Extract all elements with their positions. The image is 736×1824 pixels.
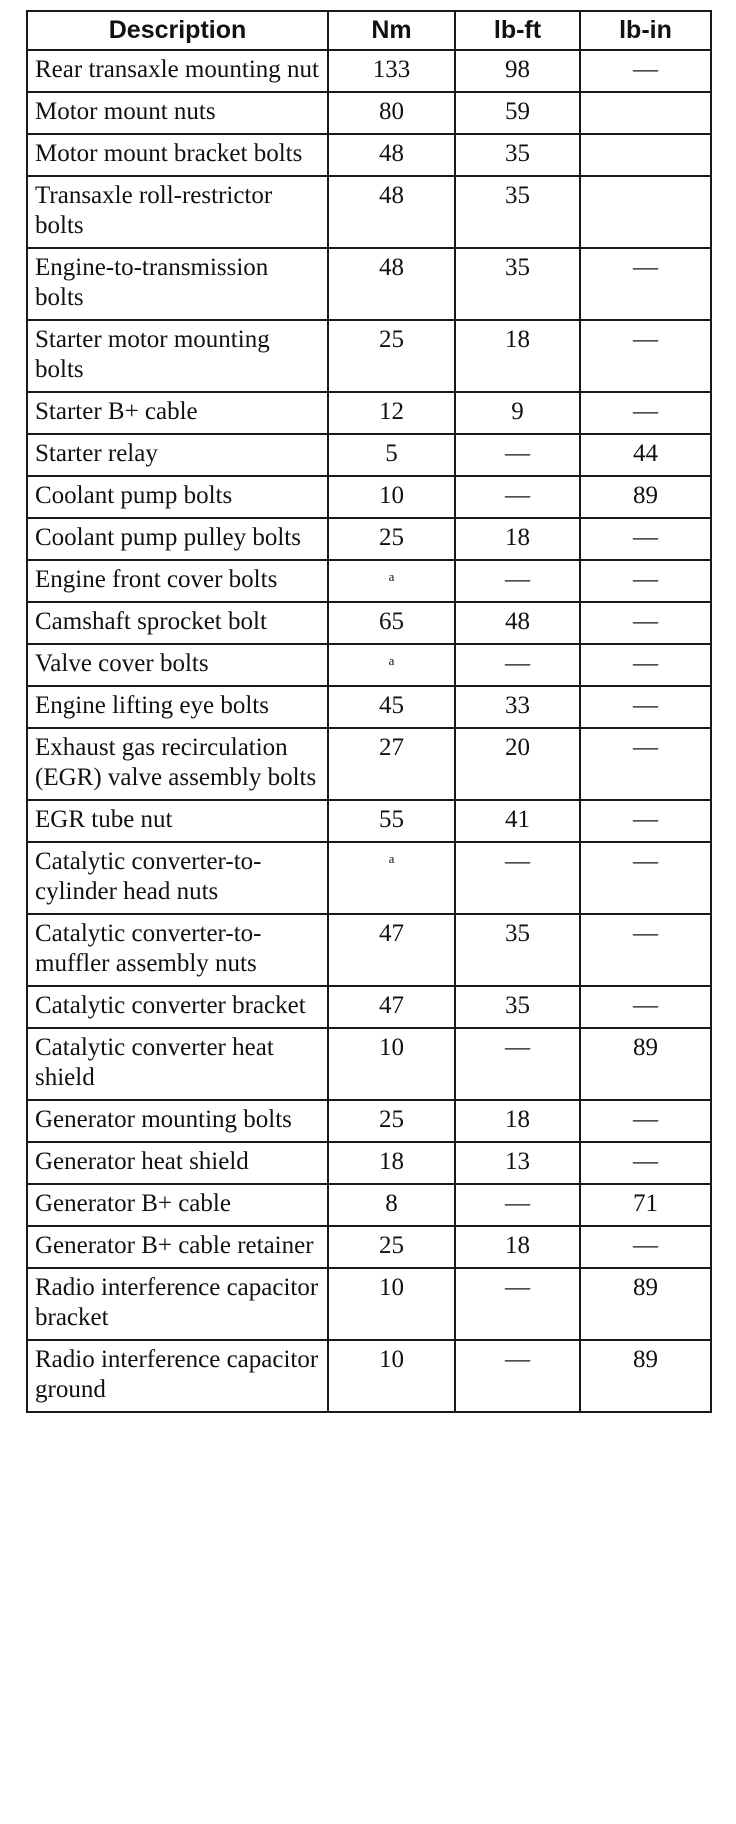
cell-lb-in: 89 [580, 1340, 711, 1412]
table-row [27, 50, 711, 92]
cell-lb-in: — [580, 518, 711, 560]
cell-description: Coolant pump pulley bolts [27, 518, 328, 560]
torque-specifications-table [26, 10, 712, 1413]
cell-lb-ft: 35 [455, 986, 580, 1028]
table-row [27, 644, 711, 686]
cell-description: Engine front cover bolts [27, 560, 328, 602]
table-row [27, 1340, 711, 1412]
cell-description: Radio interference capacitor ground [27, 1340, 328, 1412]
table-row [27, 1142, 711, 1184]
cell-lb-ft: 9 [455, 392, 580, 434]
cell-nm: 45 [328, 686, 455, 728]
table-row [27, 434, 711, 476]
footnote-mark: a [388, 851, 395, 866]
cell-nm: 48 [328, 248, 455, 320]
table-row [27, 176, 711, 248]
cell-description: EGR tube nut [27, 800, 328, 842]
cell-lb-in: — [580, 248, 711, 320]
cell-description: Catalytic converter bracket [27, 986, 328, 1028]
cell-lb-in: — [580, 50, 711, 92]
table-row [27, 728, 711, 800]
cell-description: Radio interference capacitor bracket [27, 1268, 328, 1340]
table-row [27, 320, 711, 392]
cell-lb-ft: — [455, 644, 580, 686]
cell-nm: 47 [328, 914, 455, 986]
cell-nm: 27 [328, 728, 455, 800]
table-row [27, 842, 711, 914]
cell-lb-in: — [580, 842, 711, 914]
table-row [27, 518, 711, 560]
table-row [27, 248, 711, 320]
cell-lb-in: — [580, 644, 711, 686]
cell-nm: 80 [328, 92, 455, 134]
cell-lb-in: — [580, 800, 711, 842]
cell-description: Engine-to-transmission bolts [27, 248, 328, 320]
cell-nm [328, 644, 455, 686]
cell-description: Rear transaxle mounting nut [27, 50, 328, 92]
cell-lb-in: 71 [580, 1184, 711, 1226]
table-row [27, 92, 711, 134]
cell-nm: 25 [328, 518, 455, 560]
table-row [27, 1184, 711, 1226]
table-row [27, 560, 711, 602]
cell-nm: 25 [328, 320, 455, 392]
cell-nm: 25 [328, 1226, 455, 1268]
cell-lb-in [580, 176, 711, 248]
cell-description: Generator mounting bolts [27, 1100, 328, 1142]
header-nm: Nm [328, 11, 455, 50]
table-row [27, 800, 711, 842]
cell-nm: 48 [328, 176, 455, 248]
cell-nm: 12 [328, 392, 455, 434]
cell-description: Catalytic converter-to-cylinder head nuts [27, 842, 328, 914]
cell-lb-ft: — [455, 1028, 580, 1100]
cell-lb-ft: — [455, 1268, 580, 1340]
cell-lb-ft: 35 [455, 176, 580, 248]
cell-lb-in: — [580, 986, 711, 1028]
cell-lb-in: — [580, 560, 711, 602]
cell-lb-ft: 13 [455, 1142, 580, 1184]
cell-lb-ft: 59 [455, 92, 580, 134]
cell-description: Catalytic converter heat shield [27, 1028, 328, 1100]
footnote-mark: a [388, 569, 395, 584]
cell-lb-in: — [580, 1100, 711, 1142]
cell-lb-in: — [580, 1226, 711, 1268]
cell-lb-in: 89 [580, 1028, 711, 1100]
cell-lb-ft: 18 [455, 320, 580, 392]
cell-nm: 48 [328, 134, 455, 176]
cell-nm: 8 [328, 1184, 455, 1226]
cell-lb-ft: 18 [455, 1226, 580, 1268]
cell-lb-in: — [580, 686, 711, 728]
cell-description: Catalytic converter-to-muffler assembly nuts [27, 914, 328, 986]
cell-description: Generator B+ cable [27, 1184, 328, 1226]
cell-lb-in: 89 [580, 1268, 711, 1340]
cell-description: Exhaust gas recirculation (EGR) valve assembly bolts [27, 728, 328, 800]
cell-lb-in: 44 [580, 434, 711, 476]
cell-lb-ft: 48 [455, 602, 580, 644]
table-row [27, 914, 711, 986]
table-row [27, 686, 711, 728]
table-row [27, 1268, 711, 1340]
table-row [27, 134, 711, 176]
cell-nm [328, 560, 455, 602]
cell-description: Motor mount nuts [27, 92, 328, 134]
table-row [27, 476, 711, 518]
header-lb-ft: lb-ft [455, 11, 580, 50]
cell-nm: 10 [328, 1028, 455, 1100]
cell-lb-in [580, 92, 711, 134]
cell-lb-in: — [580, 1142, 711, 1184]
cell-lb-ft: — [455, 560, 580, 602]
cell-description: Starter motor mounting bolts [27, 320, 328, 392]
cell-lb-ft: — [455, 1184, 580, 1226]
cell-lb-ft: — [455, 476, 580, 518]
cell-lb-ft: 20 [455, 728, 580, 800]
cell-nm: 18 [328, 1142, 455, 1184]
cell-nm [328, 842, 455, 914]
table-row [27, 1028, 711, 1100]
cell-lb-in: — [580, 320, 711, 392]
cell-lb-ft: 41 [455, 800, 580, 842]
cell-lb-ft: — [455, 842, 580, 914]
cell-nm: 10 [328, 476, 455, 518]
header-description: Description [27, 11, 328, 50]
header-row [27, 11, 711, 50]
cell-nm: 133 [328, 50, 455, 92]
footnote-mark: a [388, 653, 395, 668]
table-row [27, 392, 711, 434]
cell-description: Starter B+ cable [27, 392, 328, 434]
cell-description: Coolant pump bolts [27, 476, 328, 518]
cell-description: Transaxle roll-restrictor bolts [27, 176, 328, 248]
cell-description: Motor mount bracket bolts [27, 134, 328, 176]
cell-lb-ft: 35 [455, 248, 580, 320]
cell-description: Valve cover bolts [27, 644, 328, 686]
cell-description: Starter relay [27, 434, 328, 476]
cell-lb-in [580, 134, 711, 176]
cell-lb-ft: 98 [455, 50, 580, 92]
cell-description: Generator B+ cable retainer [27, 1226, 328, 1268]
cell-lb-ft: 18 [455, 1100, 580, 1142]
cell-lb-in: 89 [580, 476, 711, 518]
cell-nm: 25 [328, 1100, 455, 1142]
cell-nm: 55 [328, 800, 455, 842]
table-row [27, 1226, 711, 1268]
cell-lb-ft: 35 [455, 134, 580, 176]
cell-lb-ft: — [455, 1340, 580, 1412]
cell-lb-in: — [580, 914, 711, 986]
cell-lb-ft: — [455, 434, 580, 476]
cell-lb-in: — [580, 602, 711, 644]
cell-lb-in: — [580, 392, 711, 434]
cell-nm: 47 [328, 986, 455, 1028]
cell-nm: 5 [328, 434, 455, 476]
cell-lb-ft: 18 [455, 518, 580, 560]
cell-description: Generator heat shield [27, 1142, 328, 1184]
cell-description: Camshaft sprocket bolt [27, 602, 328, 644]
cell-nm: 65 [328, 602, 455, 644]
cell-lb-ft: 33 [455, 686, 580, 728]
cell-lb-in: — [580, 728, 711, 800]
table-row [27, 602, 711, 644]
cell-lb-ft: 35 [455, 914, 580, 986]
table-row [27, 986, 711, 1028]
cell-nm: 10 [328, 1340, 455, 1412]
cell-description: Engine lifting eye bolts [27, 686, 328, 728]
cell-nm: 10 [328, 1268, 455, 1340]
table-row [27, 1100, 711, 1142]
header-lb-in: lb-in [580, 11, 711, 50]
